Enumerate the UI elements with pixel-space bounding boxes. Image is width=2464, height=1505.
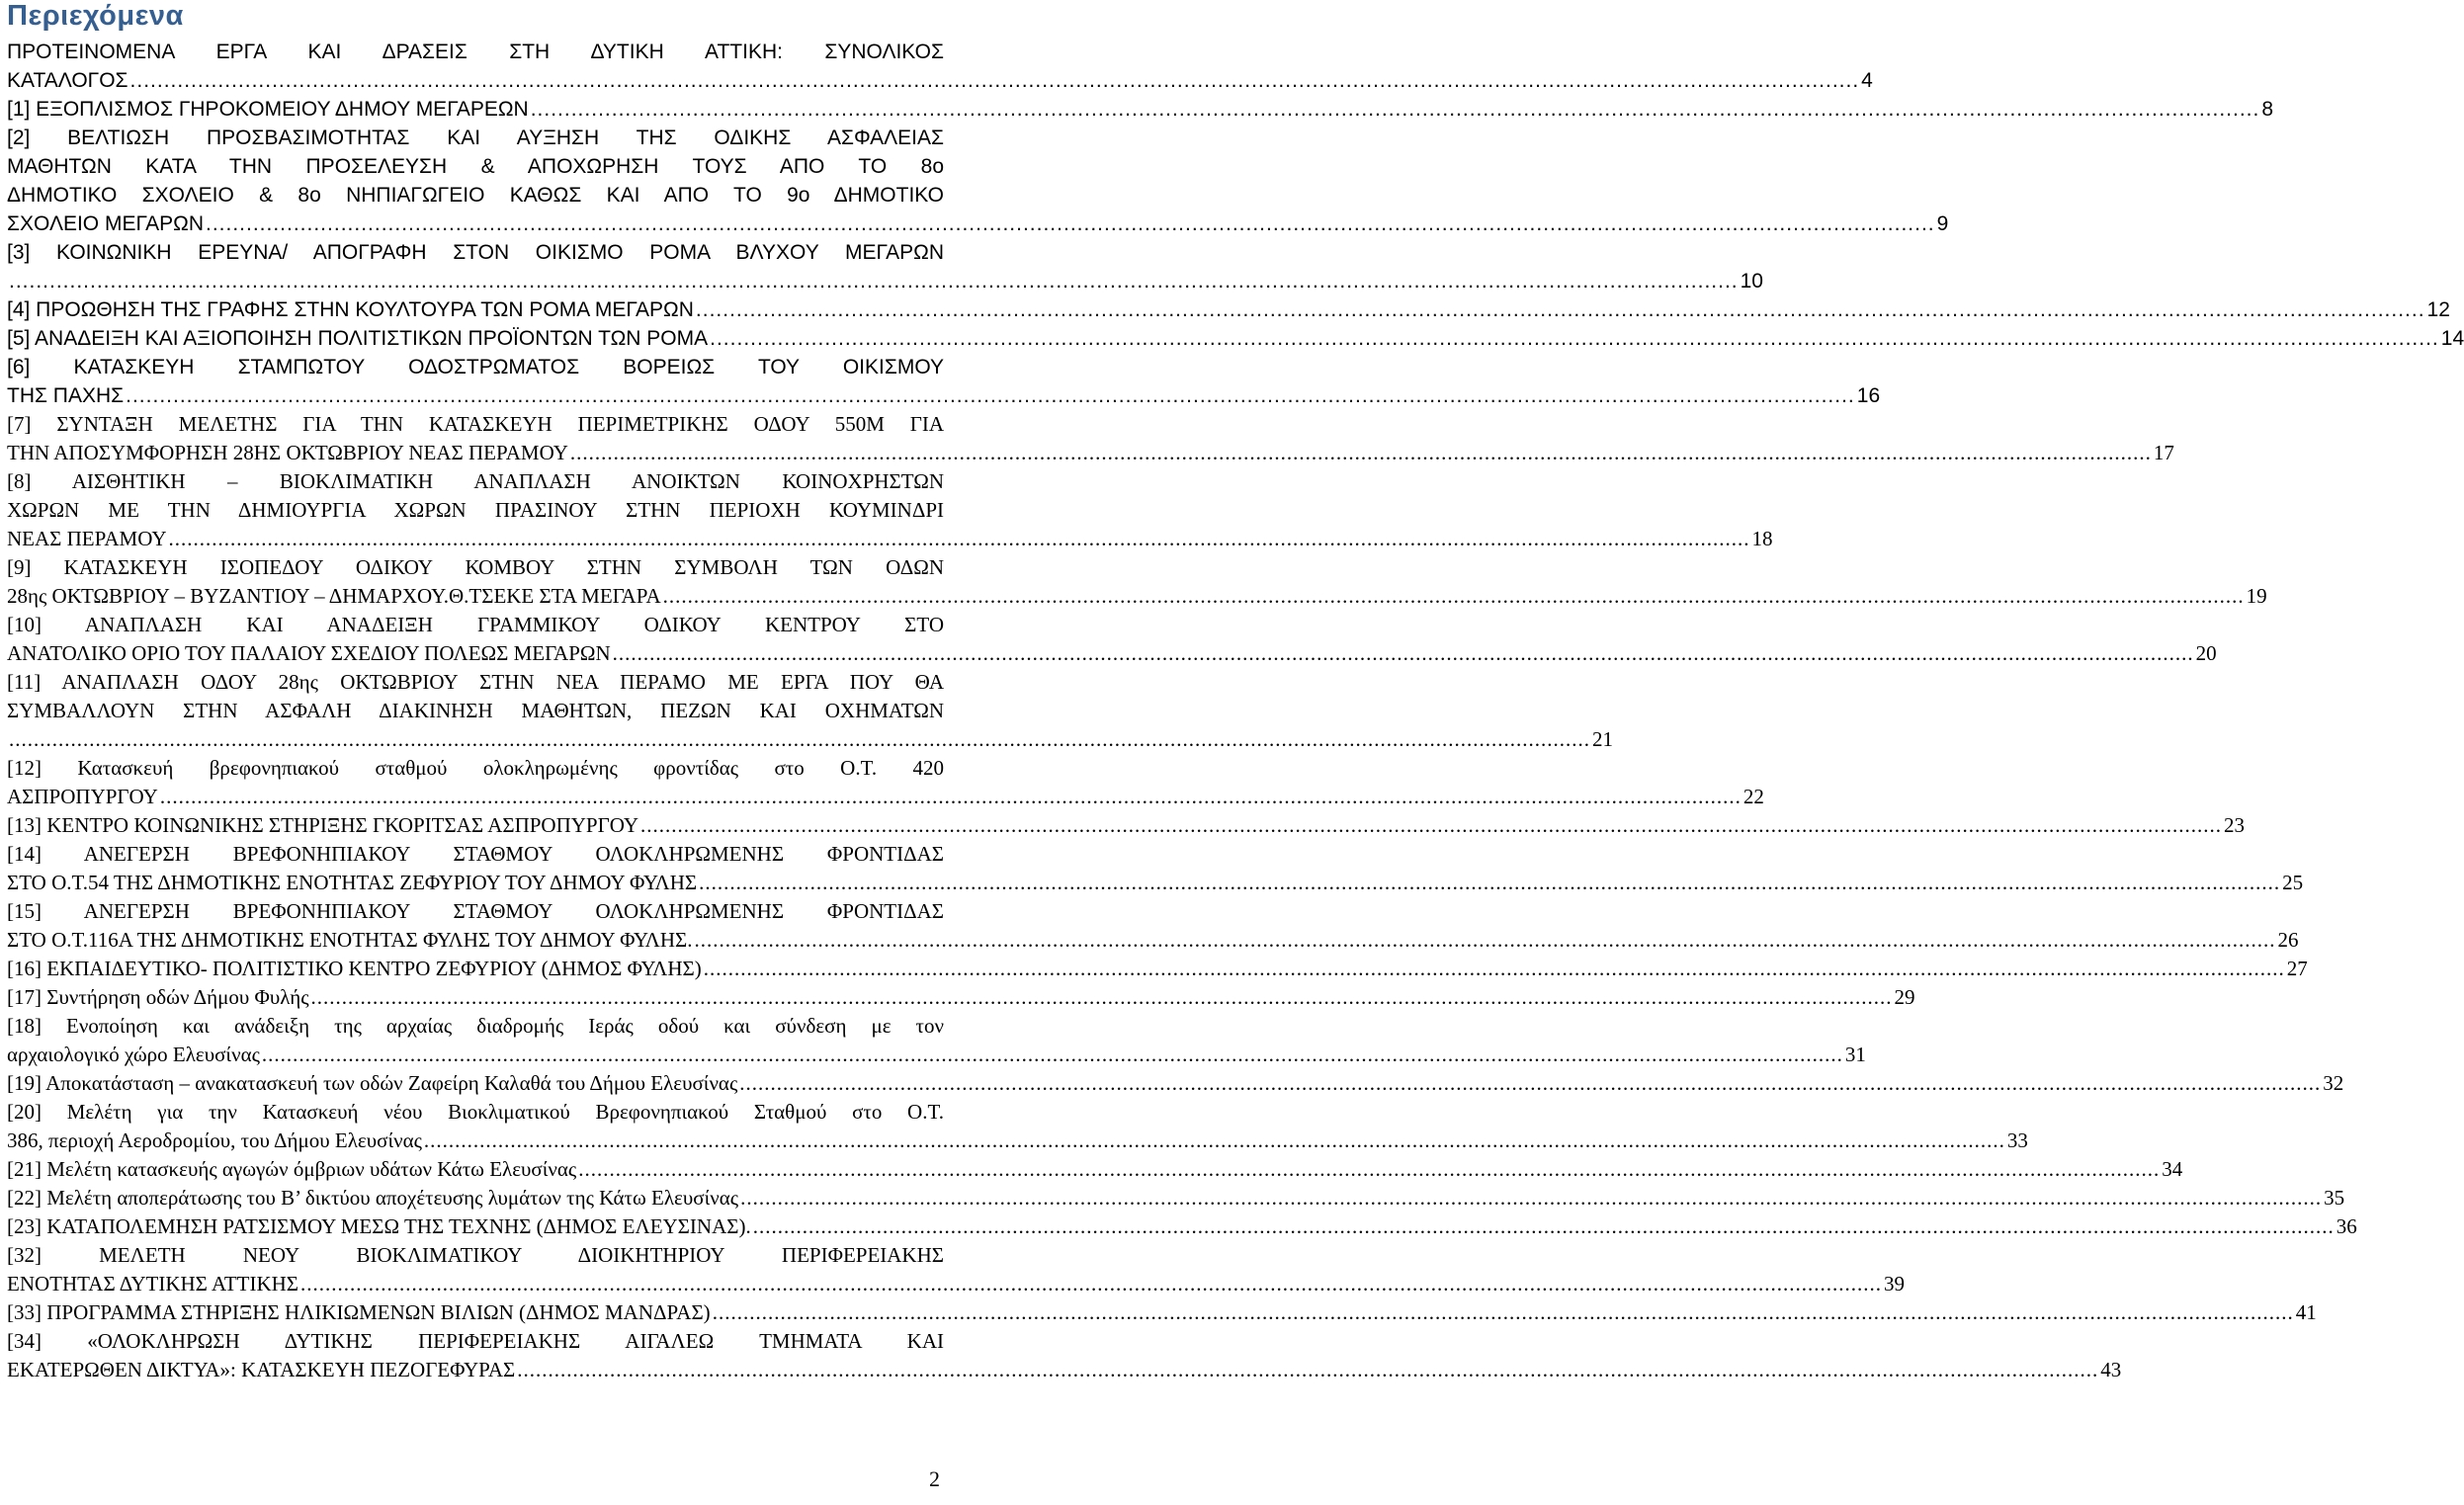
dot-leader bbox=[578, 1155, 2160, 1184]
dot-leader bbox=[9, 267, 1739, 295]
toc-entry[interactable] bbox=[7, 1298, 2317, 1327]
toc-entry-page: 21 bbox=[1592, 727, 1613, 751]
toc-entry-page: 14 bbox=[2440, 327, 2464, 350]
toc-entry-page: 43 bbox=[2100, 1358, 2122, 1381]
toc-entry-page: 35 bbox=[2324, 1186, 2345, 1210]
toc-entry[interactable] bbox=[7, 1184, 2345, 1212]
toc-entry-text: [13] ΚΕΝΤΡΟ ΚΟΙΝΩΝΙΚΗΣ ΣΤΗΡΙΞΗΣ ΓΚΟΡΙΤΣΑΣ ΑΣΠΡΟΠΥΡΓΟΥ bbox=[7, 813, 639, 837]
toc-entry-page: 12 bbox=[2426, 298, 2450, 321]
dot-leader bbox=[169, 525, 1750, 553]
toc-entry[interactable] bbox=[7, 1212, 2357, 1241]
toc-entry-text: [3] ΚΟΙΝΩΝΙΚΗ ΕΡΕΥΝΑ/ ΑΠΟΓΡΑΦΗ ΣΤΟΝ ΟΙΚΙΣΜΟ ΡΟΜΑ ΒΛΥΧΟΥ ΜΕΓΑΡΩΝ bbox=[7, 241, 944, 264]
toc-entry[interactable] bbox=[7, 1155, 2183, 1184]
dot-leader bbox=[160, 783, 1742, 811]
dot-leader bbox=[311, 983, 1893, 1012]
toc-entry[interactable] bbox=[7, 38, 1873, 95]
dot-leader bbox=[739, 1069, 2321, 1098]
toc-entry-text: [20] Μελέτη για την Κατασκευή νέου Βιοκλιματικού Βρεφονηπιακού Σταθμού στο Ο.Τ. bbox=[7, 1100, 944, 1124]
toc-entry[interactable] bbox=[7, 95, 2274, 124]
toc-entry[interactable] bbox=[7, 811, 2246, 840]
toc-entry[interactable] bbox=[7, 553, 2267, 611]
toc-entry-text: [9] ΚΑΤΑΣΚΕΥΗ ΙΣΟΠΕΔΟΥ ΟΔΙΚΟΥ ΚΟΜΒΟΥ ΣΤΗΝ ΣΥΜΒΟΛΗ ΤΩΝ ΟΔΩΝ bbox=[7, 555, 944, 579]
toc-entry-text: [5] ΑΝΑΔΕΙΞΗ ΚΑΙ ΑΞΙΟΠΟΙΗΣΗ ΠΟΛΙΤΙΣΤΙΚΩΝ ΠΡΟΪΟΝΤΩΝ ΤΩΝ ΡΟΜΑ bbox=[7, 327, 709, 350]
dot-leader bbox=[753, 1212, 2335, 1241]
toc-entry[interactable] bbox=[7, 754, 1764, 811]
toc-entry[interactable] bbox=[7, 1327, 2122, 1384]
toc-entry[interactable] bbox=[7, 897, 2299, 955]
toc-entry-text: [12] Κατασκευή βρεφονηπιακού σταθμού ολοκληρωμένης φροντίδας στο Ο.Τ. 420 bbox=[7, 756, 944, 780]
dot-leader bbox=[126, 381, 1855, 410]
toc-entry-page: 36 bbox=[2336, 1214, 2357, 1238]
dot-leader bbox=[262, 1041, 1843, 1069]
toc-entry-text: ΔΗΜΟΤΙΚΟ ΣΧΟΛΕΙΟ & 8ο ΝΗΠΙΑΓΩΓΕΙΟ ΚΑΘΩΣ ΚΑΙ ΑΠΟ ΤΟ 9ο ΔΗΜΟΤΙΚΟ bbox=[7, 184, 944, 207]
toc-entry-text: [15] ΑΝΕΓΕΡΣΗ ΒΡΕΦΟΝΗΠΙΑΚΟΥ ΣΤΑΘΜΟΥ ΟΛΟΚΛΗΡΩΜΕΝΗΣ ΦΡΟΝΤΙΔΑΣ bbox=[7, 899, 944, 923]
toc-entry-text: [16] ΕΚΠΑΙΔΕΥΤΙΚΟ- ΠΟΛΙΤΙΣΤΙΚΟ ΚΕΝΤΡΟ ΖΕΦΥΡΙΟΥ (ΔΗΜΟΣ ΦΥΛΗΣ) bbox=[7, 957, 702, 980]
dot-leader bbox=[740, 1184, 2322, 1212]
toc-entry-text: [34] «ΟΛΟΚΛΗΡΩΣΗ ΔΥΤΙΚΗΣ ΠΕΡΙΦΕΡΕΙΑΚΗΣ ΑΙΓΑΛΕΩ ΤΜΗΜΑΤΑ ΚΑΙ bbox=[7, 1329, 944, 1353]
toc-entry-text: [17] Συντήρηση οδών Δήμου Φυλής bbox=[7, 985, 309, 1009]
dot-leader bbox=[694, 926, 2275, 955]
toc-entry-page: 41 bbox=[2295, 1300, 2317, 1324]
dot-leader bbox=[9, 725, 1590, 754]
toc-entry[interactable] bbox=[7, 840, 2304, 897]
toc-entry[interactable] bbox=[7, 238, 1763, 295]
toc-entry-text: [14] ΑΝΕΓΕΡΣΗ ΒΡΕΦΟΝΗΠΙΑΚΟΥ ΣΤΑΘΜΟΥ ΟΛΟΚΛΗΡΩΜΕΝΗΣ ΦΡΟΝΤΙΔΑΣ bbox=[7, 842, 944, 866]
toc-entry-text: ΕΚΑΤΕΡΩΘΕΝ ΔΙΚΤΥΑ»: ΚΑΤΑΣΚΕΥΗ ΠΕΖΟΓΕΦΥΡΑΣ bbox=[7, 1358, 516, 1381]
dot-leader bbox=[130, 66, 1860, 95]
dot-leader bbox=[640, 811, 2222, 840]
toc-entry-page: 25 bbox=[2282, 871, 2304, 894]
toc-entry[interactable] bbox=[7, 1098, 2028, 1155]
toc-entry-text: [11] ΑΝΑΠΛΑΣΗ ΟΔΟΥ 28ης ΟΚΤΩΒΡΙΟΥ ΣΤΗΝ ΝΕΑ ΠΕΡΑΜΟ ΜΕ ΕΡΓΑ ΠΟΥ ΘΑ bbox=[7, 670, 944, 694]
toc-entry-text: [8] ΑΙΣΘΗΤΙΚΗ – ΒΙΟΚΛΙΜΑΤΙΚΗ ΑΝΑΠΛΑΣΗ ΑΝΟΙΚΤΩΝ ΚΟΙΝΟΧΡΗΣΤΩΝ bbox=[7, 469, 944, 493]
dot-leader bbox=[424, 1127, 2005, 1155]
dot-leader bbox=[704, 955, 2285, 983]
toc-entry-page: 9 bbox=[1936, 212, 1949, 235]
toc-entry-page: 34 bbox=[2162, 1157, 2183, 1181]
toc-entry-text: [2] ΒΕΛΤΙΩΣΗ ΠΡΟΣΒΑΣΙΜΟΤΗΤΑΣ ΚΑΙ ΑΥΞΗΣΗ ΤΗΣ ΟΔΙΚΗΣ ΑΣΦΑΛΕΙΑΣ bbox=[7, 126, 944, 149]
page-number: 2 bbox=[929, 1466, 940, 1491]
toc-entry-page: 32 bbox=[2323, 1071, 2344, 1095]
toc-entry-text: [7] ΣΥΝΤΑΞΗ ΜΕΛΕΤΗΣ ΓΙΑ ΤΗΝ ΚΑΤΑΣΚΕΥΗ ΠΕΡΙΜΕΤΡΙΚΗΣ ΟΔΟΥ 550Μ ΓΙΑ bbox=[7, 412, 944, 436]
toc-entry-text: [1] ΕΞΟΠΛΙΣΜΟΣ ΓΗΡΟΚΟΜΕΙΟΥ ΔΗΜΟΥ ΜΕΓΑΡΕΩΝ bbox=[7, 98, 529, 121]
dot-leader bbox=[696, 295, 2425, 324]
toc-entry-text: ΕΝΟΤΗΤΑΣ ΔΥΤΙΚΗΣ ΑΤΤΙΚΗΣ bbox=[7, 1272, 299, 1296]
dot-leader bbox=[699, 869, 2280, 897]
dot-leader bbox=[713, 1298, 2294, 1327]
toc-entry-page: 4 bbox=[1861, 69, 1873, 92]
toc-entry-text: ΣΥΜΒΑΛΛΟΥΝ ΣΤΗΝ ΑΣΦΑΛΗ ΔΙΑΚΙΝΗΣΗ ΜΑΘΗΤΩΝ, ΠΕΖΩΝ ΚΑΙ ΟΧΗΜΑΤΩΝ bbox=[7, 699, 944, 722]
dot-leader bbox=[300, 1270, 1882, 1298]
toc-entry-text: ΑΝΑΤΟΛΙΚΟ ΟΡΙΟ ΤΟΥ ΠΑΛΑΙΟΥ ΣΧΕΔΙΟΥ ΠΟΛΕΩΣ ΜΕΓΑΡΩΝ bbox=[7, 641, 611, 665]
toc-entry-page: 33 bbox=[2006, 1129, 2028, 1152]
toc-entry[interactable] bbox=[7, 611, 2217, 668]
toc-entry-page: 29 bbox=[1894, 985, 1915, 1009]
toc-entry-page: 17 bbox=[2153, 441, 2174, 464]
toc-entry-page: 8 bbox=[2261, 98, 2274, 121]
toc-entry-text: ΣΤΟ Ο.Τ.54 ΤΗΣ ΔΗΜΟΤΙΚΗΣ ΕΝΟΤΗΤΑΣ ΖΕΦΥΡΙΟΥ ΤΟΥ ΔΗΜΟΥ ΦΥΛΗΣ bbox=[7, 871, 698, 894]
toc-entry-page: 26 bbox=[2277, 928, 2299, 952]
toc-entry-page: 19 bbox=[2246, 584, 2267, 608]
toc-entry[interactable] bbox=[7, 955, 2308, 983]
toc-entry-text: [33] ΠΡΟΓΡΑΜΜΑ ΣΤΗΡΙΞΗΣ ΗΛΙΚΙΩΜΕΝΩΝ ΒΙΛΙΩΝ (ΔΗΜΟΣ ΜΑΝΔΡΑΣ) bbox=[7, 1300, 711, 1324]
toc-entry-text: ΤΗΝ ΑΠΟΣΥΜΦΟΡΗΣΗ 28ΗΣ ΟΚΤΩΒΡΙΟΥ ΝΕΑΣ ΠΕΡΑΜΟΥ bbox=[7, 441, 568, 464]
toc-entry-text: [21] Μελέτη κατασκευής αγωγών όμβριων υδάτων Κάτω Ελευσίνας bbox=[7, 1157, 577, 1181]
toc-entry[interactable] bbox=[7, 1069, 2344, 1098]
toc-entry-page: 39 bbox=[1884, 1272, 1906, 1296]
toc-entry-page: 31 bbox=[1844, 1043, 1866, 1066]
dot-leader bbox=[710, 324, 2439, 353]
toc-entry-text: [4] ΠΡΟΩΘΗΣΗ ΤΗΣ ΓΡΑΦΗΣ ΣΤΗΝ ΚΟΥΛΤΟΥΡΑ ΤΩΝ ΡΟΜΑ ΜΕΓΑΡΩΝ bbox=[7, 298, 694, 321]
toc-entry[interactable] bbox=[7, 983, 1915, 1012]
toc-entry[interactable] bbox=[7, 353, 1881, 410]
toc-entry-page: 23 bbox=[2224, 813, 2246, 837]
dot-leader bbox=[570, 439, 2152, 467]
toc-entry[interactable] bbox=[7, 124, 1949, 238]
dot-leader bbox=[613, 639, 2194, 668]
toc-entry-text: ΧΩΡΩΝ ΜΕ ΤΗΝ ΔΗΜΙΟΥΡΓΙΑ ΧΩΡΩΝ ΠΡΑΣΙΝΟΥ ΣΤΗΝ ΠΕΡΙΟΧΗ ΚΟΥΜΙΝΔΡΙ bbox=[7, 498, 944, 522]
toc-entry-text: ΜΑΘΗΤΩΝ ΚΑΤΑ ΤΗΝ ΠΡΟΣΕΛΕΥΣΗ & ΑΠΟΧΩΡΗΣΗ ΤΟΥΣ ΑΠΟ ΤΟ 8ο bbox=[7, 155, 944, 178]
toc-entry-page: 18 bbox=[1751, 527, 1773, 550]
toc-entry-text: ΣΧΟΛΕΙΟ ΜΕΓΑΡΩΝ bbox=[7, 212, 204, 235]
toc-entry-text: [19] Αποκατάσταση – ανακατασκευή των οδών Ζαφείρη Καλαθά του Δήμου Ελευσίνας bbox=[7, 1071, 738, 1095]
toc-entry[interactable] bbox=[7, 1012, 1866, 1069]
toc-entry-text: [18] Ενοποίηση και ανάδειξη της αρχαίας διαδρομής Ιεράς οδού και σύνδεση με τον bbox=[7, 1014, 944, 1038]
toc-entry-text: ΤΗΣ ΠΑΧΗΣ bbox=[7, 384, 125, 407]
toc-entry[interactable] bbox=[7, 1241, 1906, 1298]
toc-entry-text: [10] ΑΝΑΠΛΑΣΗ ΚΑΙ ΑΝΑΔΕΙΞΗ ΓΡΑΜΜΙΚΟΥ ΟΔΙΚΟΥ ΚΕΝΤΡΟΥ ΣΤΟ bbox=[7, 613, 944, 636]
toc-entry-text: ΑΣΠΡΟΠΥΡΓΟΥ bbox=[7, 785, 158, 808]
toc-entry[interactable] bbox=[7, 668, 1613, 754]
dot-leader bbox=[531, 95, 2260, 124]
table-of-contents bbox=[7, 38, 2464, 1384]
toc-entry-text: [6] ΚΑΤΑΣΚΕΥΗ ΣΤΑΜΠΩΤΟΥ ΟΔΟΣΤΡΩΜΑΤΟΣ ΒΟΡΕΙΩΣ ΤΟΥ ΟΙΚΙΣΜΟΥ bbox=[7, 356, 944, 378]
toc-entry-text: αρχαιολογικό χώρο Ελευσίνας bbox=[7, 1043, 260, 1066]
toc-entry-page: 10 bbox=[1740, 270, 1763, 293]
toc-entry-text: ΝΕΑΣ ΠΕΡΑΜΟΥ bbox=[7, 527, 167, 550]
toc-entry-text: [22] Μελέτη αποπεράτωσης του Β’ δικτύου αποχέτευσης λυμάτων της Κάτω Ελευσίνας bbox=[7, 1186, 739, 1210]
toc-entry[interactable] bbox=[7, 467, 1773, 553]
toc-entry-text: [32] ΜΕΛΕΤΗ ΝΕΟΥ ΒΙΟΚΛΙΜΑΤΙΚΟΥ ΔΙΟΙΚΗΤΗΡΙΟΥ ΠΕΡΙΦΕΡΕΙΑΚΗΣ bbox=[7, 1243, 944, 1267]
toc-entry-page: 22 bbox=[1742, 785, 1764, 808]
dot-leader bbox=[663, 582, 2245, 611]
toc-entry-page: 27 bbox=[2286, 957, 2308, 980]
page-title: Περιεχόμενα bbox=[7, 0, 184, 32]
toc-entry-text: [23] ΚΑΤΑΠΟΛΕΜΗΣΗ ΡΑΤΣΙΣΜΟΥ ΜΕΣΩ ΤΗΣ ΤΕΧΝΗΣ (ΔΗΜΟΣ ΕΛΕΥΣΙΝΑΣ). bbox=[7, 1214, 751, 1238]
toc-entry[interactable] bbox=[7, 410, 2174, 467]
toc-entry-page: 16 bbox=[1856, 384, 1881, 407]
toc-entry-text: 386, περιοχή Αεροδρομίου, του Δήμου Ελευσίνας bbox=[7, 1129, 422, 1152]
toc-entry-page: 20 bbox=[2195, 641, 2217, 665]
toc-entry-text: ΚΑΤΑΛΟΓΟΣ bbox=[7, 69, 128, 92]
toc-entry[interactable] bbox=[7, 324, 2464, 353]
toc-entry[interactable] bbox=[7, 295, 2450, 324]
dot-leader bbox=[517, 1356, 2098, 1384]
toc-entry-text: ΣΤΟ Ο.Τ.116Α ΤΗΣ ΔΗΜΟΤΙΚΗΣ ΕΝΟΤΗΤΑΣ ΦΥΛΗΣ ΤΟΥ ΔΗΜΟΥ ΦΥΛΗΣ. bbox=[7, 928, 693, 952]
dot-leader bbox=[206, 209, 1935, 238]
toc-entry-text: ΠΡΟΤΕΙΝΟΜΕΝΑ ΕΡΓΑ ΚΑΙ ΔΡΑΣΕΙΣ ΣΤΗ ΔΥΤΙΚΗ ΑΤΤΙΚΗ: ΣΥΝΟΛΙΚΟΣ bbox=[7, 41, 944, 63]
toc-entry-text: 28ης ΟΚΤΩΒΡΙΟΥ – ΒΥΖΑΝΤΙΟΥ – ΔΗΜΑΡΧΟΥ.Θ.ΤΣΕΚΕ ΣΤΑ ΜΕΓΑΡΑ bbox=[7, 584, 661, 608]
